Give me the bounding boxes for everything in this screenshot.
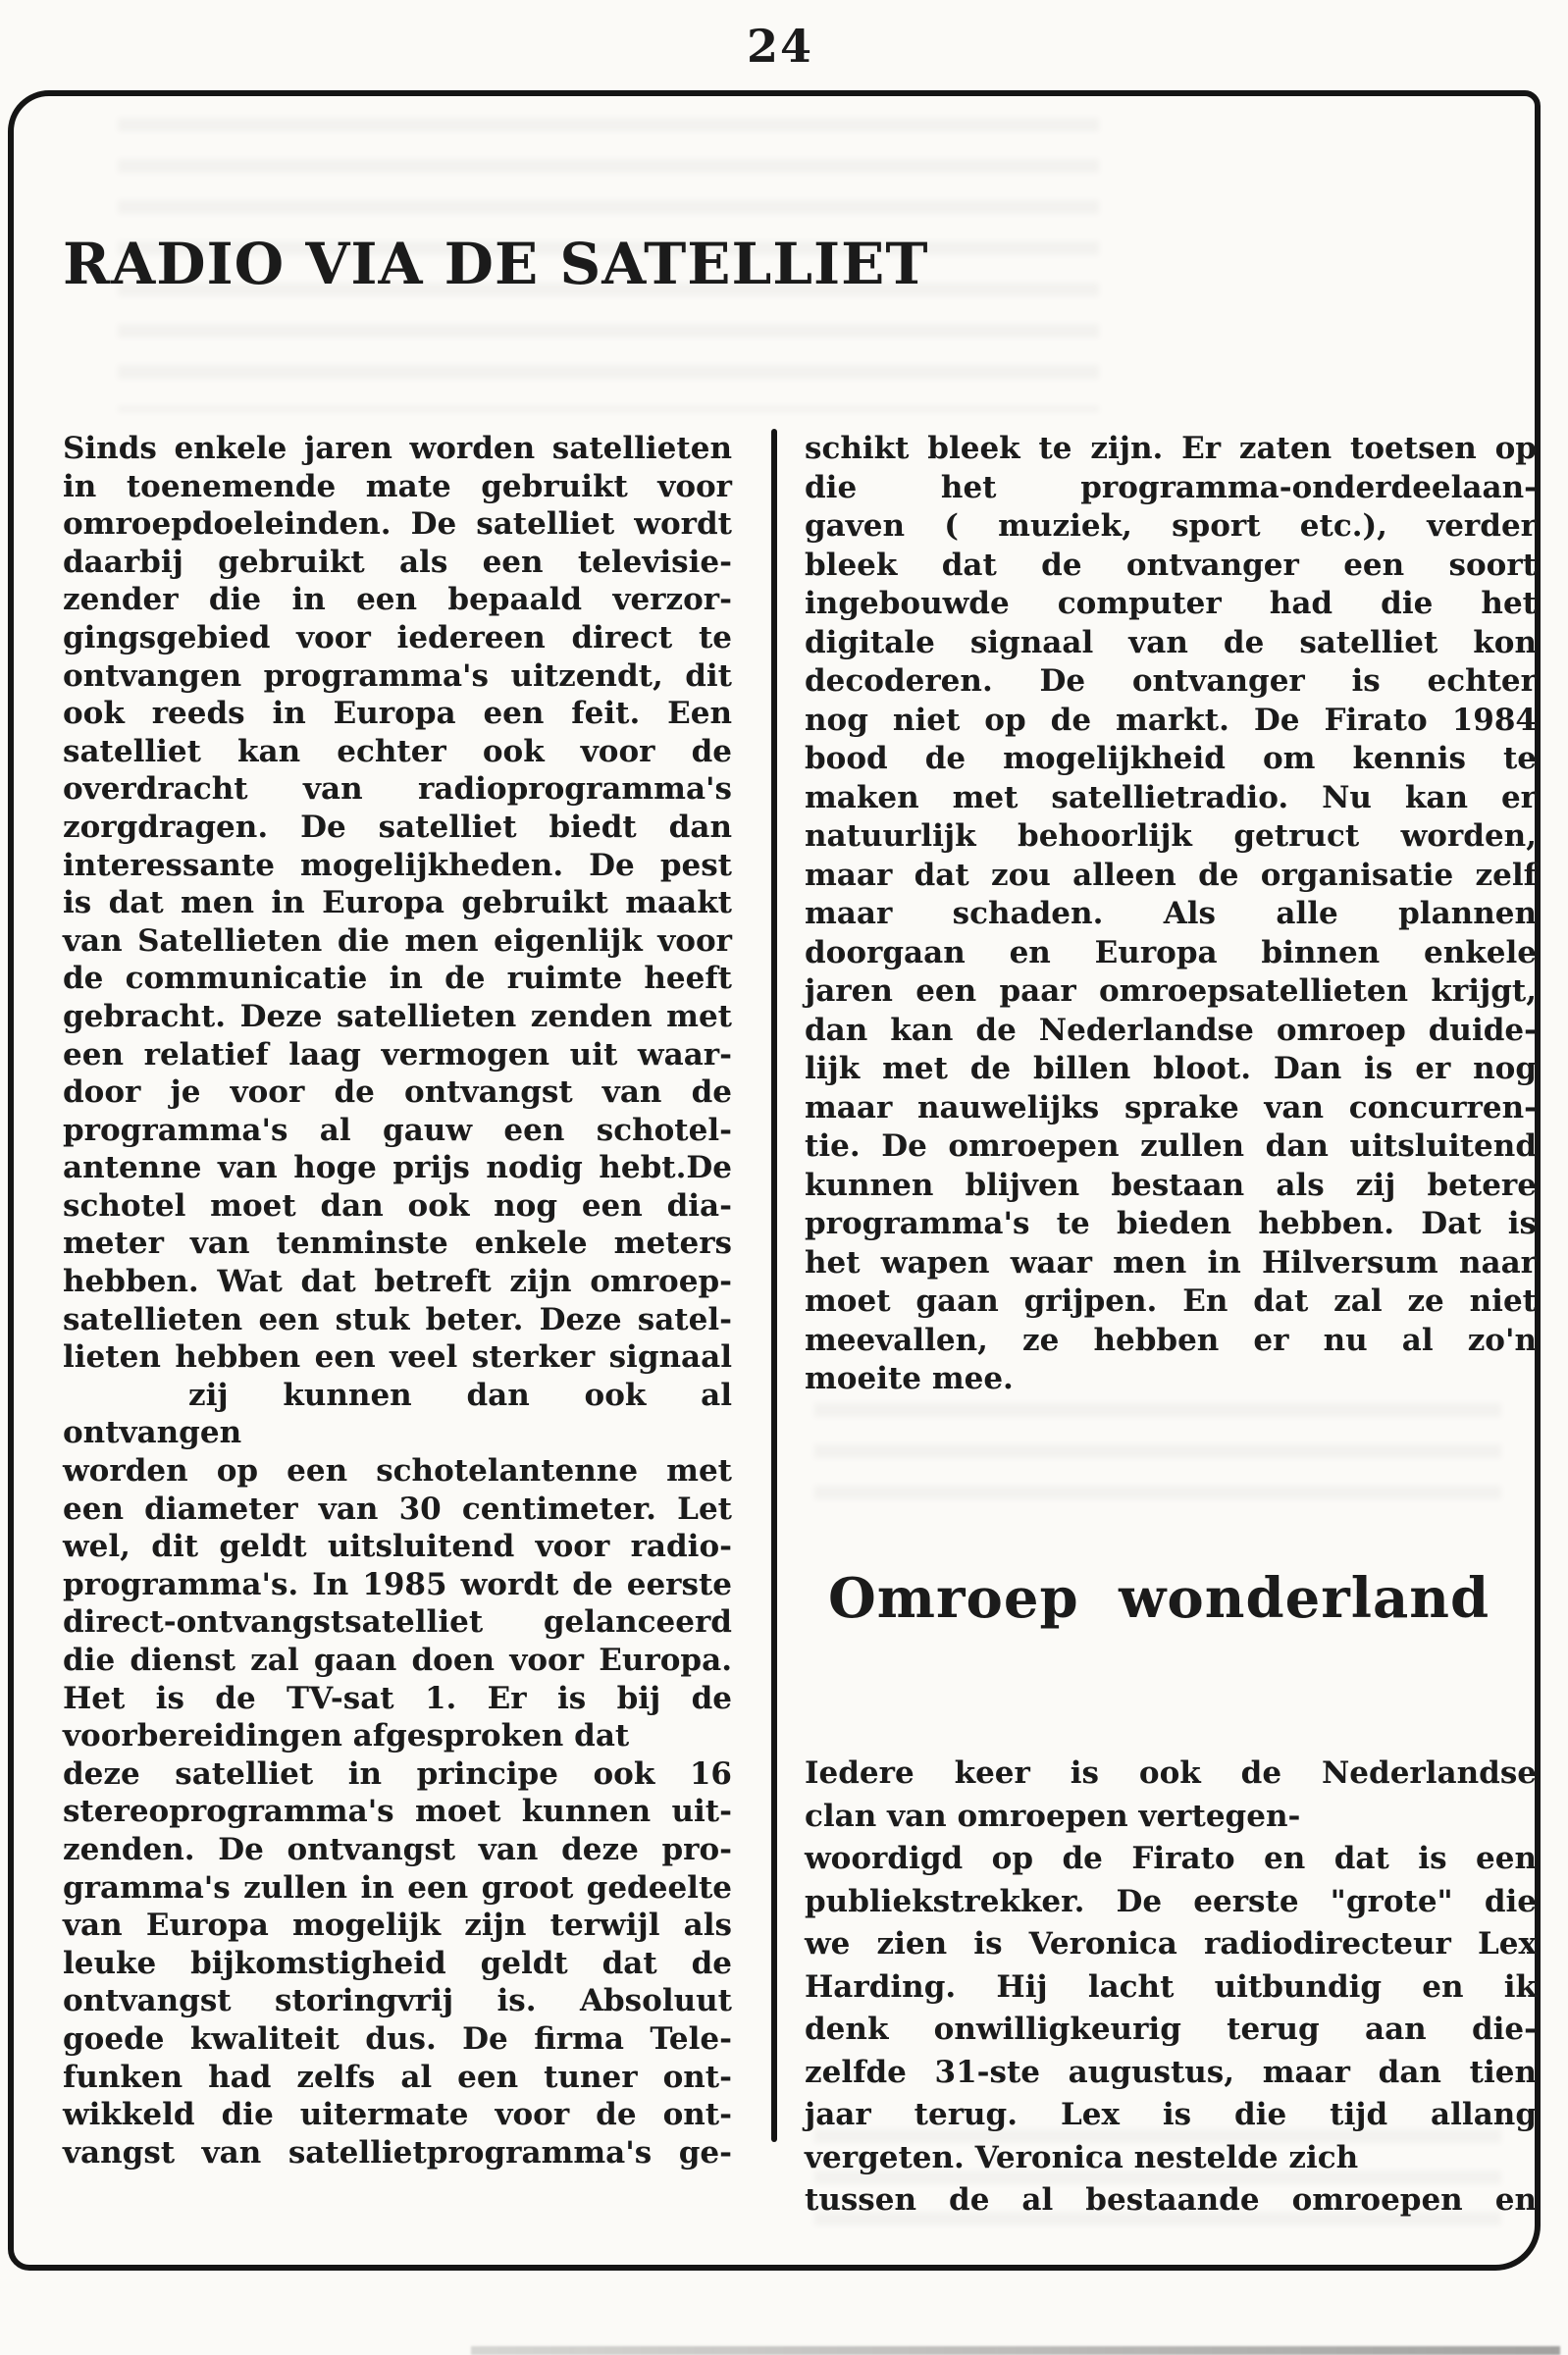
text-line: Harding. Hij lacht uitbundig en ik xyxy=(805,1968,1537,2005)
text-line: zelfde 31-ste augustus, maar dan tien xyxy=(805,2054,1537,2090)
text-line: lijk met de billen bloot. Dan is er nog xyxy=(805,1051,1537,1086)
text-line: decoderen. De ontvanger is echter xyxy=(805,663,1537,699)
text-line: gramma's zullen in een groot gedeelte xyxy=(63,1869,732,1906)
text-line: clan van omroepen vertegen- xyxy=(805,1798,1301,1834)
text-line: in toenemende mate gebruikt voor xyxy=(63,468,732,504)
text-line: schotel moet dan ook nog een dia- xyxy=(63,1187,732,1224)
text-line: satellieten een stuk beter. Deze satel- xyxy=(63,1301,732,1337)
text-line: lieten hebben een veel sterker signaal xyxy=(63,1339,732,1376)
text-line: meevallen, ze hebben er nu al zo'n xyxy=(805,1322,1537,1358)
text-line: moet gaan grijpen. En dat zal ze niet xyxy=(805,1283,1537,1319)
text-line: een relatief laag vermogen uit waar- xyxy=(63,1036,732,1073)
text-line: Het is de TV-sat 1. Er is bij de xyxy=(63,1680,732,1716)
text-line: vangst van satellietprogramma's ge- xyxy=(63,2134,732,2171)
text-line: die dienst zal gaan doen voor Europa. xyxy=(63,1643,732,1678)
scan-edge-smudge xyxy=(471,2346,1560,2355)
text-line: ook reeds in Europa een feit. Een xyxy=(63,696,732,732)
text-line: zij kunnen dan ook al ontvangen xyxy=(63,1377,732,1451)
text-line: de communicatie in de ruimte heeft xyxy=(63,961,732,997)
right-text-column-paragraph-1 xyxy=(805,430,1537,1399)
text-line: omroepdoeleinden. De satelliet wordt xyxy=(63,506,732,543)
text-line: van Satellieten die men eigenlijk voor xyxy=(63,922,732,959)
text-line: ingebouwde computer had die het xyxy=(805,586,1537,621)
text-line: gingsgebied voor iedereen direct te xyxy=(63,619,732,655)
text-line: funken had zelfs al een tuner ont- xyxy=(63,2059,732,2095)
text-line: ontvangen programma's uitzendt, dit xyxy=(63,657,732,694)
text-line: een diameter van 30 centimeter. Let xyxy=(63,1491,732,1527)
text-line: overdracht van radioprogramma's xyxy=(63,771,732,808)
text-line: digitale signaal van de satelliet kon xyxy=(805,624,1537,660)
text-line: maar schaden. Als alle plannen xyxy=(805,896,1537,931)
section-heading: Omroep wonderland xyxy=(828,1566,1490,1632)
text-line: denk onwilligkeurig terug aan die- xyxy=(805,2012,1537,2047)
text-line: programma's al gauw een schotel- xyxy=(63,1112,732,1148)
text-line: maar dat zou alleen de organisatie zelf xyxy=(805,857,1537,893)
text-line: nog niet op de markt. De Firato 1984 xyxy=(805,702,1537,738)
text-line: vergeten. Veronica nestelde zich xyxy=(805,2139,1359,2175)
text-line: worden op een schotelantenne met xyxy=(63,1453,732,1490)
text-line: jaren een paar omroepsatellieten krijgt, xyxy=(805,973,1537,1009)
text-line: dan kan de Nederlandse omroep duide- xyxy=(805,1012,1537,1048)
text-line: zenden. De ontvangst van deze pro- xyxy=(63,1831,732,1867)
text-line: zorgdragen. De satelliet biedt dan xyxy=(63,809,732,845)
text-line: stereoprogramma's moet kunnen uit- xyxy=(63,1794,732,1830)
text-line: het wapen waar men in Hilversum naar xyxy=(805,1244,1537,1281)
text-line: direct-ontvangstsatelliet gelanceerd xyxy=(63,1604,732,1641)
text-line: jaar terug. Lex is die tijd allang xyxy=(805,2097,1537,2132)
text-line: gaven ( muziek, sport etc.), verder xyxy=(805,508,1537,544)
text-line: bood de mogelijkheid om kennis te xyxy=(805,741,1537,776)
page-number: 24 xyxy=(746,20,813,73)
text-line: daarbij gebruikt als een televisie- xyxy=(63,544,732,580)
text-line: voorbereidingen afgesproken dat xyxy=(63,1718,630,1754)
text-line: is dat men in Europa gebruikt maakt xyxy=(63,885,732,921)
text-line: die het programma-onderdeelaan- xyxy=(805,469,1537,505)
text-line: we zien is Veronica radiodirecteur Lex xyxy=(805,1926,1537,1962)
text-line: woordigd op de Firato en dat is een xyxy=(805,1841,1537,1876)
column-divider-rule xyxy=(771,429,777,2142)
text-line: programma's te bieden hebben. Dat is xyxy=(805,1206,1537,1241)
right-text-column-paragraph-2 xyxy=(805,1753,1537,2223)
text-line: goede kwaliteit dus. De firma Tele- xyxy=(63,2020,732,2057)
text-line: antenne van hoge prijs nodig hebt.De xyxy=(63,1150,732,1186)
text-line: maar nauwelijks sprake van concurren- xyxy=(805,1089,1537,1125)
text-line: doorgaan en Europa binnen enkele xyxy=(805,934,1537,970)
text-line: gebracht. Deze satellieten zenden met xyxy=(63,998,732,1034)
text-line: Iedere keer is ook de Nederlandse xyxy=(805,1755,1537,1791)
text-line: door je voor de ontvangst van de xyxy=(63,1074,732,1111)
text-line: programma's. In 1985 wordt de eerste xyxy=(63,1566,732,1602)
text-line: kunnen blijven bestaan als zij betere xyxy=(805,1167,1537,1203)
text-line: maken met satellietradio. Nu kan er xyxy=(805,779,1537,815)
text-line: zender die in een bepaald verzor- xyxy=(63,582,732,618)
text-line: van Europa mogelijk zijn terwijl als xyxy=(63,1908,732,1944)
text-line: wikkeld die uitermate voor de ont- xyxy=(63,2097,732,2133)
text-line: tie. De omroepen zullen dan uitsluitend xyxy=(805,1128,1537,1164)
text-line: tussen de al bestaande omroepen en xyxy=(805,2182,1537,2218)
text-line: interessante mogelijkheden. De pest xyxy=(63,847,732,883)
text-line: satelliet kan echter ook voor de xyxy=(63,733,732,769)
left-text-column xyxy=(63,430,732,2172)
text-line: natuurlijk behoorlijk getruct worden, xyxy=(805,818,1537,854)
text-line: Sinds enkele jaren worden satellieten xyxy=(63,431,732,466)
text-line: schikt bleek te zijn. Er zaten toetsen op xyxy=(805,431,1537,466)
text-line: bleek dat de ontvanger een soort xyxy=(805,547,1537,583)
text-line: ontvangst storingvrij is. Absoluut xyxy=(63,1983,732,2019)
article-title: RADIO VIA DE SATELLIET xyxy=(63,230,929,297)
text-line: publiekstrekker. De eerste "grote" die xyxy=(805,1883,1537,1919)
text-line: moeite mee. xyxy=(805,1361,1014,1396)
text-line: meter van tenminste enkele meters xyxy=(63,1226,732,1262)
text-line: hebben. Wat dat betreft zijn omroep- xyxy=(63,1264,732,1300)
text-line: wel, dit geldt uitsluitend voor radio- xyxy=(63,1529,732,1565)
text-line: deze satelliet in principe ook 16 xyxy=(63,1755,732,1792)
text-line: leuke bijkomstigheid geldt dat de xyxy=(63,1945,732,1981)
